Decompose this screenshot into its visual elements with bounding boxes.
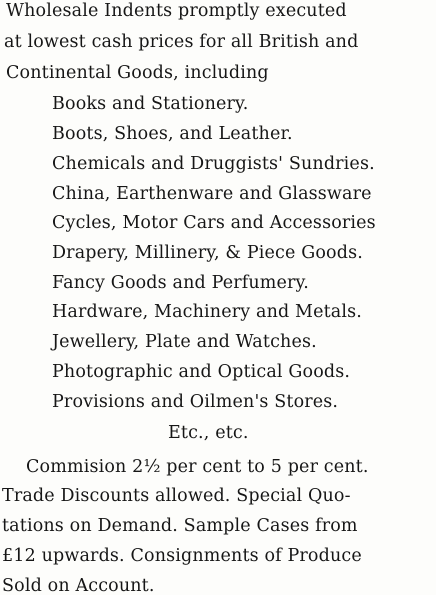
terms-line-2: Trade Discounts allowed. Special Quo- [2, 486, 351, 506]
intro-line-1: Wholesale Indents promptly executed [6, 1, 347, 21]
goods-item-drapery: Drapery, Millinery, & Piece Goods. [52, 243, 363, 263]
goods-item-china: China, Earthenware and Glassware [52, 184, 372, 204]
goods-item-chemicals: Chemicals and Druggists' Sundries. [52, 154, 375, 174]
terms-line-3: tations on Demand. Sample Cases from [2, 516, 358, 536]
terms-line-5: Sold on Account. [2, 576, 155, 595]
intro-line-3: Continental Goods, including [6, 63, 269, 83]
goods-item-hardware: Hardware, Machinery and Metals. [52, 302, 362, 322]
goods-item-cycles: Cycles, Motor Cars and Accessories [52, 213, 376, 233]
terms-line-1: Commision 2½ per cent to 5 per cent. [26, 457, 369, 477]
goods-item-fancy: Fancy Goods and Perfumery. [52, 273, 309, 293]
intro-line-2: at lowest cash prices for all British and [4, 32, 359, 52]
goods-item-provisions: Provisions and Oilmen's Stores. [52, 392, 339, 412]
goods-item-jewellery: Jewellery, Plate and Watches. [52, 332, 317, 352]
goods-item-boots: Boots, Shoes, and Leather. [52, 124, 293, 144]
etc-line: Etc., etc. [168, 423, 249, 443]
goods-item-photographic: Photographic and Optical Goods. [52, 362, 351, 382]
terms-line-4: £12 upwards. Consignments of Produce [2, 546, 362, 566]
goods-item-books: Books and Stationery. [52, 94, 249, 114]
